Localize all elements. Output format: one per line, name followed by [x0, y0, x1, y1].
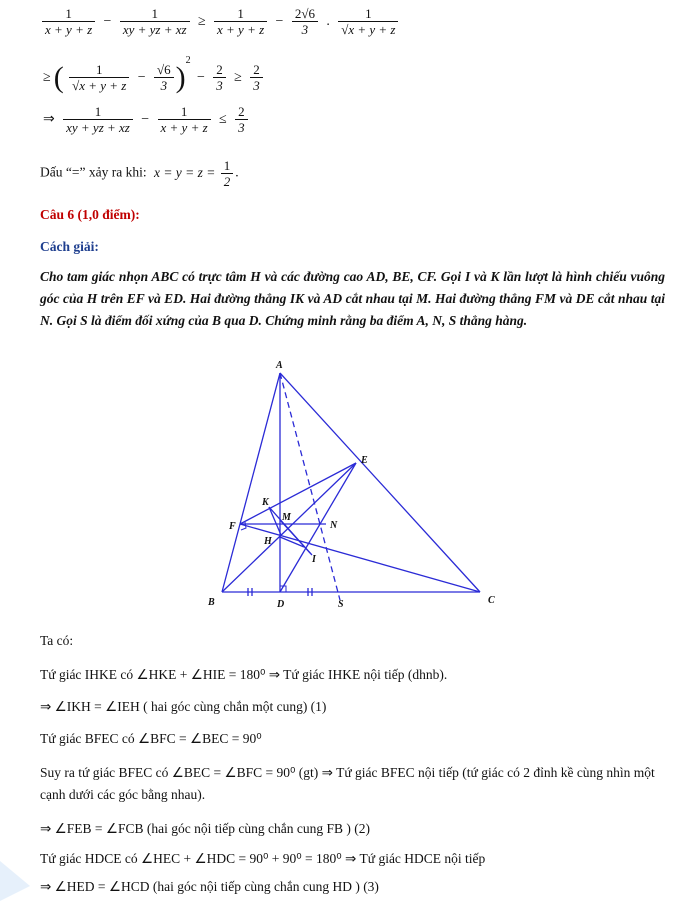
- label-M: M: [282, 512, 291, 523]
- geometry-figure: [190, 355, 520, 620]
- label-A: A: [276, 360, 283, 371]
- question-title: Câu 6 (1,0 điểm):: [40, 207, 140, 222]
- label-D: D: [277, 599, 285, 610]
- method-heading: Cách giải:: [40, 239, 99, 254]
- proof-line-5: Suy ra tứ giác BFEC có ∠BEC = ∠BFC = 90⁰ (gt) ⇒ Tứ giác BFEC nội tiếp (tứ giác có 2 đỉnh kề cùng nhìn một cạnh dưới các góc bằng nhau).: [40, 765, 655, 802]
- label-I: I: [312, 554, 316, 565]
- fraction: $\frac{1}{√x + y + z}$: [69, 62, 129, 93]
- fraction: $\frac{2}{3}$: [250, 62, 263, 93]
- label-S: S: [338, 599, 344, 610]
- side-AC: [280, 373, 480, 592]
- proof-line-2: Tứ giác IHKE có ∠HKE + ∠HIE = 180⁰ ⇒ Tứ giác IHKE nội tiếp (dhnb).: [40, 667, 448, 682]
- inequality-line-3: ⇒ $\frac{1}{xy + yz + xz}$ − $\frac{1}{x + y + z}$ ≤ $\frac{2}{3}$: [40, 104, 250, 135]
- label-N: N: [330, 520, 338, 531]
- fraction: $\frac{1}{x + y + z}$: [42, 6, 95, 37]
- fraction: $\frac{2}{3}$: [235, 104, 248, 135]
- fraction: $\frac{1}{√x + y + z}$: [338, 6, 398, 37]
- fraction: $\frac{1}{2}$: [221, 158, 234, 189]
- fraction: $\frac{1}{xy + yz + xz}$: [63, 104, 133, 135]
- fraction: $\frac{√6}{3}$: [154, 62, 174, 93]
- inequality-line-2: ≥ ( $\frac{1}{√x + y + z}$ − $\frac{√6}{3}$ )$^2$ − $\frac{2}{3}$ ≥ $\frac{2}{3}$: [40, 52, 265, 93]
- fraction: $\frac{1}{x + y + z}$: [214, 6, 267, 37]
- label-K: K: [262, 497, 269, 508]
- proof-line-1: Ta có:: [40, 633, 74, 648]
- proof-line-7: Tứ giác HDCE có ∠HEC + ∠HDC = 90⁰ + 90⁰ = 180⁰ ⇒ Tứ giác HDCE nội tiếp: [40, 851, 486, 866]
- problem-statement: Cho tam giác nhọn ABC có trực tâm H và các đường cao AD, BE, CF. Gọi I và K lần lượt là hình chiếu vuông góc của H trên EF và ED. Hai đường thẳng IK và AD cắt nhau tại M. Hai đường thẳng FM và DE cắt nhau tại N. Gọi S là điểm đối xứng của B qua D. Chứng minh rằng ba điểm A, N, S thẳng hàng.: [40, 269, 665, 328]
- label-B: B: [208, 597, 215, 608]
- equality-condition: Dấu “=” xảy ra khi: x = y = z = $\frac{1}{2}$ .: [40, 158, 239, 189]
- proof-line-4: Tứ giác BFEC có ∠BFC = ∠BEC = 90⁰: [40, 731, 262, 746]
- fraction: $\frac{2√6}{3}$: [292, 6, 318, 37]
- fraction: $\frac{2}{3}$: [213, 62, 226, 93]
- proof-line-6: ⇒ ∠FEB = ∠FCB (hai góc nội tiếp cùng chắn cung FB ) (2): [40, 821, 370, 836]
- proof-line-8: ⇒ ∠HED = ∠HCD (hai góc nội tiếp cùng chắn cung HD ) (3): [40, 879, 379, 894]
- watermark-decoration: [0, 841, 60, 901]
- fraction: $\frac{1}{x + y + z}$: [158, 104, 211, 135]
- label-F: F: [229, 521, 236, 532]
- label-H: H: [264, 536, 272, 547]
- label-E: E: [361, 455, 368, 466]
- proof-line-3: ⇒ ∠IKH = ∠IEH ( hai góc cùng chắn một cung) (1): [40, 699, 327, 714]
- segment-MI: [280, 520, 312, 555]
- side-AB: [222, 373, 280, 592]
- fraction: $\frac{1}{xy + yz + xz}$: [120, 6, 190, 37]
- altitude-CF: [240, 524, 480, 592]
- label-C: C: [488, 595, 495, 606]
- segment-KH: [269, 507, 281, 535]
- inequality-line-1: $\frac{1}{x + y + z}$ − $\frac{1}{xy + yz + xz}$ ≥ $\frac{1}{x + y + z}$ − $\frac{2√6}{3}$ . $\frac{1}{√x + y + z}$: [40, 6, 400, 37]
